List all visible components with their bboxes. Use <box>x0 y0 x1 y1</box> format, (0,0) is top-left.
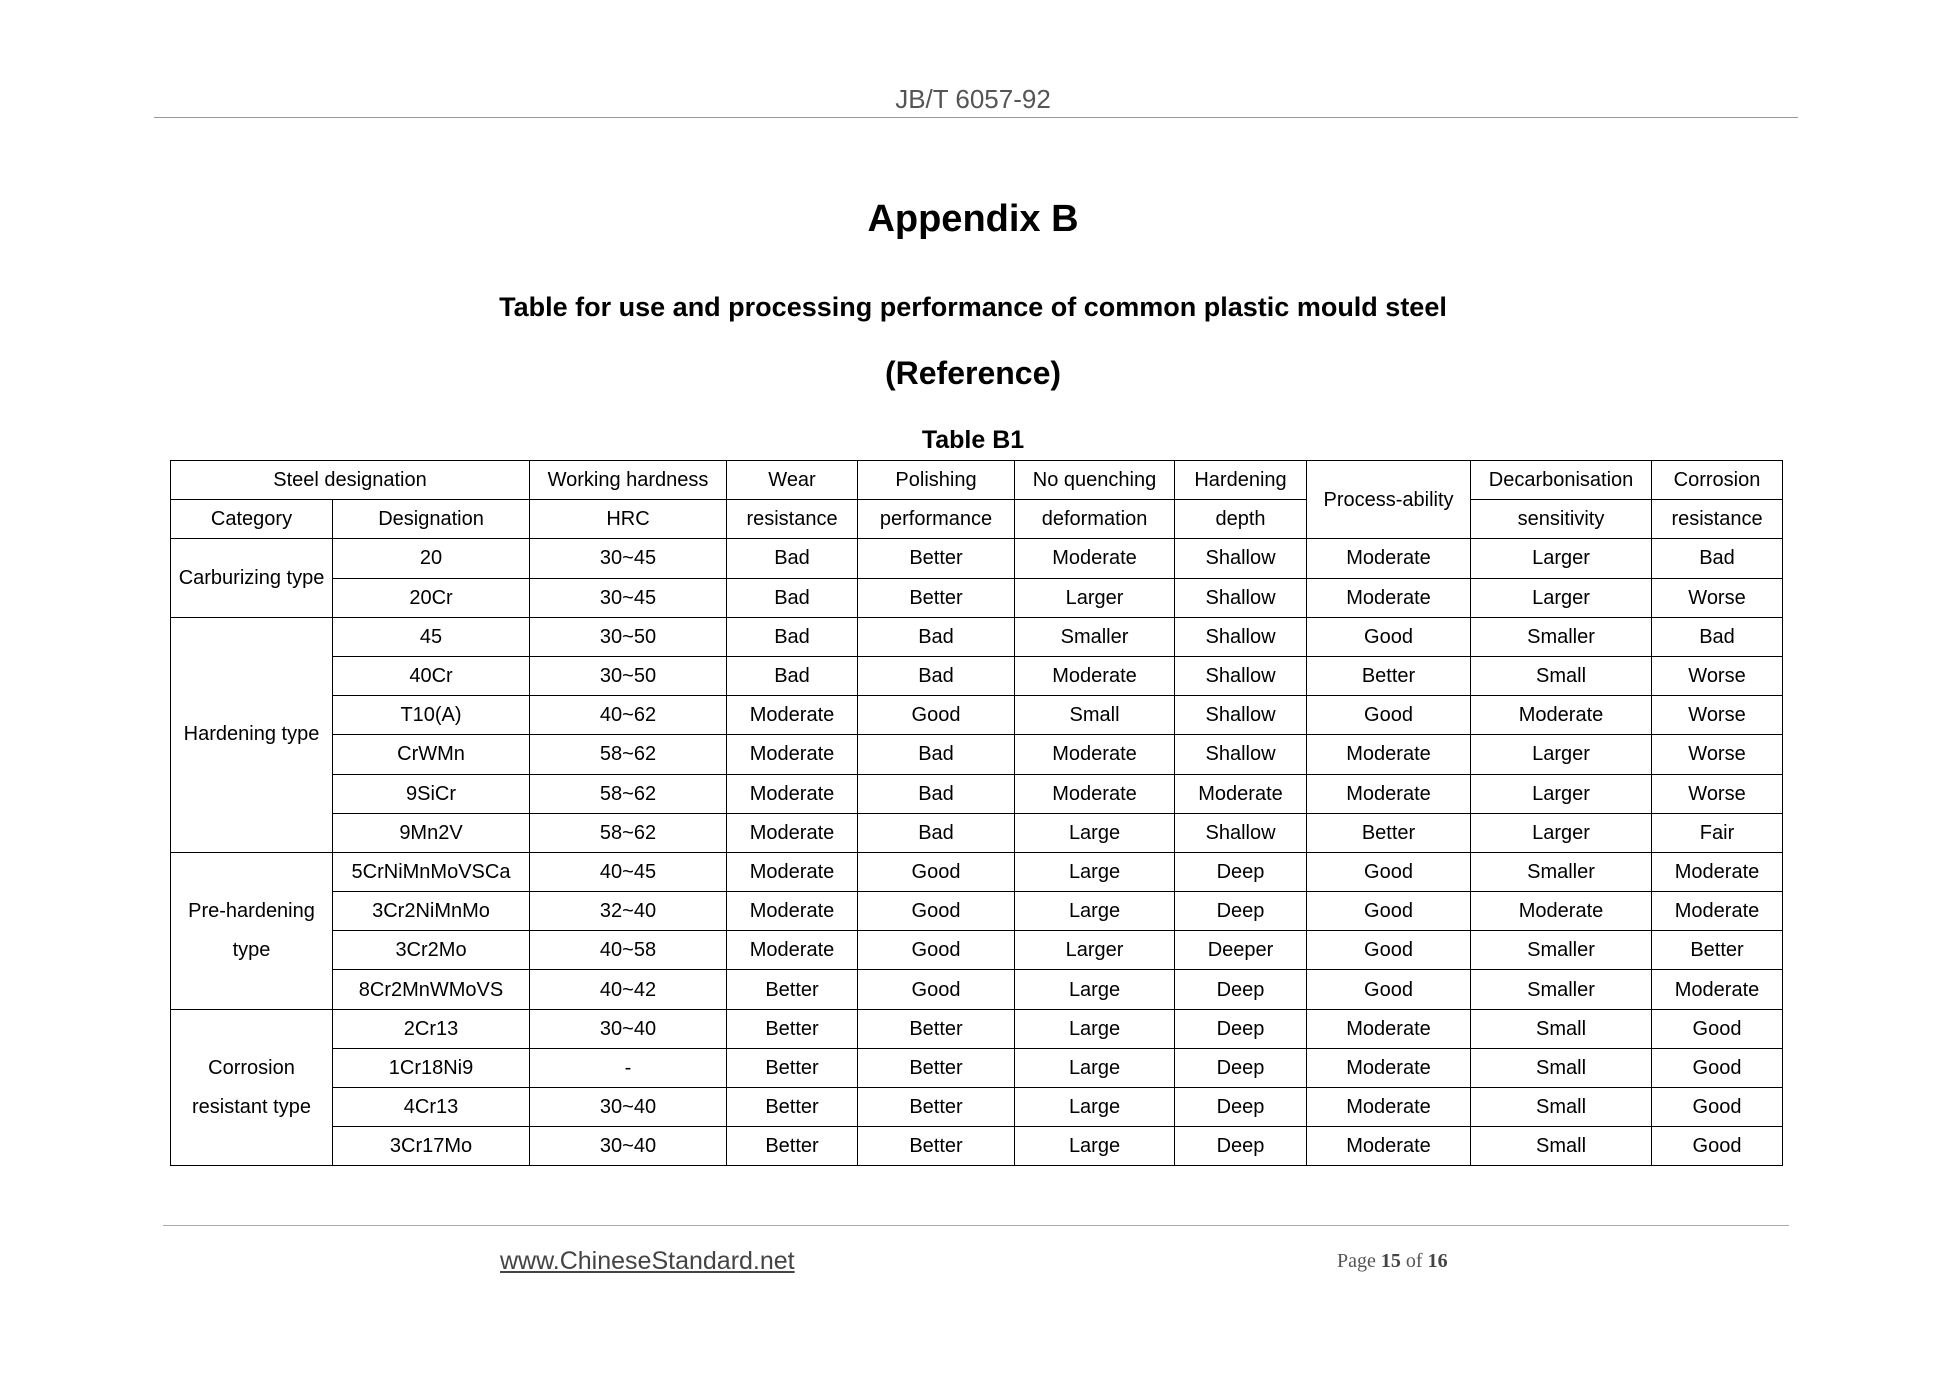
decarbonisation-sensitivity-cell: Small <box>1471 1009 1652 1048</box>
page-current: 15 <box>1380 1250 1401 1272</box>
working-hardness-cell: 40~45 <box>530 852 727 891</box>
working-hardness-cell: 40~42 <box>530 970 727 1009</box>
decarbonisation-sensitivity-cell: Larger <box>1471 813 1652 852</box>
header-corrosion-line2: resistance <box>1652 500 1783 539</box>
polishing-performance-cell: Better <box>858 1009 1015 1048</box>
header-divider <box>154 117 1798 118</box>
processability-cell: Moderate <box>1307 735 1471 774</box>
wear-resistance-cell: Better <box>727 1088 858 1127</box>
table-row <box>171 696 1783 735</box>
header-quenching-line1: No quenching <box>1015 461 1175 500</box>
header-polishing-line2: performance <box>858 500 1015 539</box>
table-body <box>171 539 1783 1166</box>
processability-cell: Good <box>1307 852 1471 891</box>
header-polishing-line1: Polishing <box>858 461 1015 500</box>
table-row <box>171 539 1783 578</box>
table-row <box>171 1009 1783 1048</box>
wear-resistance-cell: Moderate <box>727 892 858 931</box>
designation-cell: CrWMn <box>333 735 530 774</box>
quenching-deformation-cell: Larger <box>1015 931 1175 970</box>
wear-resistance-cell: Bad <box>727 578 858 617</box>
quenching-deformation-cell: Larger <box>1015 578 1175 617</box>
working-hardness-cell: 30~45 <box>530 539 727 578</box>
category-cell: Corrosion resistant type <box>171 1009 333 1166</box>
working-hardness-cell: 58~62 <box>530 774 727 813</box>
designation-cell: 9Mn2V <box>333 813 530 852</box>
decarbonisation-sensitivity-cell: Larger <box>1471 578 1652 617</box>
quenching-deformation-cell: Large <box>1015 1127 1175 1166</box>
processability-cell: Moderate <box>1307 1127 1471 1166</box>
polishing-performance-cell: Better <box>858 1088 1015 1127</box>
polishing-performance-cell: Better <box>858 539 1015 578</box>
wear-resistance-cell: Moderate <box>727 852 858 891</box>
hardening-depth-cell: Shallow <box>1175 656 1307 695</box>
polishing-performance-cell: Bad <box>858 813 1015 852</box>
polishing-performance-cell: Better <box>858 578 1015 617</box>
quenching-deformation-cell: Large <box>1015 813 1175 852</box>
designation-cell: 40Cr <box>333 656 530 695</box>
table-row <box>171 813 1783 852</box>
decarbonisation-sensitivity-cell: Smaller <box>1471 852 1652 891</box>
footer-divider <box>163 1225 1789 1226</box>
processability-cell: Moderate <box>1307 1048 1471 1087</box>
table-row <box>171 970 1783 1009</box>
corrosion-resistance-cell: Good <box>1652 1009 1783 1048</box>
decarbonisation-sensitivity-cell: Small <box>1471 1048 1652 1087</box>
table-row <box>171 852 1783 891</box>
decarbonisation-sensitivity-cell: Larger <box>1471 735 1652 774</box>
page-word: Page <box>1337 1250 1376 1272</box>
table-row <box>171 931 1783 970</box>
table-number: Table B1 <box>921 426 1025 454</box>
hardening-depth-cell: Shallow <box>1175 539 1307 578</box>
header-wear-line2: resistance <box>727 500 858 539</box>
hardening-depth-cell: Shallow <box>1175 578 1307 617</box>
page-number <box>1337 1250 1448 1273</box>
steel-performance-table <box>170 460 1783 1166</box>
decarbonisation-sensitivity-cell: Moderate <box>1471 696 1652 735</box>
hardening-depth-cell: Shallow <box>1175 696 1307 735</box>
processability-cell: Good <box>1307 617 1471 656</box>
table-row <box>171 617 1783 656</box>
header-hardening-depth-line1: Hardening <box>1175 461 1307 500</box>
hardening-depth-cell: Deep <box>1175 1048 1307 1087</box>
processability-cell: Good <box>1307 696 1471 735</box>
decarbonisation-sensitivity-cell: Larger <box>1471 539 1652 578</box>
wear-resistance-cell: Bad <box>727 617 858 656</box>
working-hardness-cell: 30~45 <box>530 578 727 617</box>
decarbonisation-sensitivity-cell: Small <box>1471 1127 1652 1166</box>
header-hardening-depth-line2: depth <box>1175 500 1307 539</box>
corrosion-resistance-cell: Good <box>1652 1048 1783 1087</box>
wear-resistance-cell: Better <box>727 1048 858 1087</box>
working-hardness-cell: 30~50 <box>530 617 727 656</box>
hardening-depth-cell: Moderate <box>1175 774 1307 813</box>
corrosion-resistance-cell: Worse <box>1652 735 1783 774</box>
quenching-deformation-cell: Moderate <box>1015 656 1175 695</box>
designation-cell: 3Cr2NiMnMo <box>333 892 530 931</box>
designation-cell: T10(A) <box>333 696 530 735</box>
hardening-depth-cell: Deep <box>1175 852 1307 891</box>
header-decarbonisation-line2: sensitivity <box>1471 500 1652 539</box>
header-category: Category <box>171 500 333 539</box>
corrosion-resistance-cell: Worse <box>1652 774 1783 813</box>
corrosion-resistance-cell: Moderate <box>1652 892 1783 931</box>
processability-cell: Better <box>1307 656 1471 695</box>
quenching-deformation-cell: Large <box>1015 892 1175 931</box>
hardening-depth-cell: Deep <box>1175 892 1307 931</box>
page-of: of <box>1405 1250 1423 1272</box>
polishing-performance-cell: Good <box>858 970 1015 1009</box>
hardening-depth-cell: Deep <box>1175 1127 1307 1166</box>
header-row <box>171 461 1783 500</box>
page-total: 16 <box>1427 1250 1448 1272</box>
working-hardness-cell: 30~40 <box>530 1088 727 1127</box>
table-caption: Table for use and processing performance of common plastic mould steel <box>499 292 1447 322</box>
polishing-performance-cell: Good <box>858 852 1015 891</box>
wear-resistance-cell: Moderate <box>727 813 858 852</box>
table-row <box>171 774 1783 813</box>
table-row <box>171 1127 1783 1166</box>
wear-resistance-cell: Bad <box>727 539 858 578</box>
designation-cell: 3Cr17Mo <box>333 1127 530 1166</box>
reference-note: (Reference) <box>884 355 1062 391</box>
corrosion-resistance-cell: Moderate <box>1652 970 1783 1009</box>
wear-resistance-cell: Better <box>727 1009 858 1048</box>
corrosion-resistance-cell: Worse <box>1652 656 1783 695</box>
header-corrosion-line1: Corrosion <box>1652 461 1783 500</box>
wear-resistance-cell: Better <box>727 970 858 1009</box>
decarbonisation-sensitivity-cell: Smaller <box>1471 970 1652 1009</box>
polishing-performance-cell: Bad <box>858 735 1015 774</box>
quenching-deformation-cell: Moderate <box>1015 774 1175 813</box>
table-row <box>171 578 1783 617</box>
header-wear-line1: Wear <box>727 461 858 500</box>
decarbonisation-sensitivity-cell: Smaller <box>1471 617 1652 656</box>
designation-cell: 2Cr13 <box>333 1009 530 1048</box>
polishing-performance-cell: Better <box>858 1048 1015 1087</box>
quenching-deformation-cell: Small <box>1015 696 1175 735</box>
quenching-deformation-cell: Large <box>1015 1009 1175 1048</box>
processability-cell: Moderate <box>1307 774 1471 813</box>
polishing-performance-cell: Good <box>858 892 1015 931</box>
designation-cell: 3Cr2Mo <box>333 931 530 970</box>
table-row <box>171 892 1783 931</box>
header-designation: Designation <box>333 500 530 539</box>
header-working-hardness: Working hardness <box>530 461 727 500</box>
wear-resistance-cell: Moderate <box>727 774 858 813</box>
decarbonisation-sensitivity-cell: Small <box>1471 1088 1652 1127</box>
wear-resistance-cell: Bad <box>727 656 858 695</box>
table-row <box>171 735 1783 774</box>
processability-cell: Moderate <box>1307 1009 1471 1048</box>
working-hardness-cell: 30~50 <box>530 656 727 695</box>
appendix-title: Appendix B <box>867 198 1079 240</box>
corrosion-resistance-cell: Better <box>1652 931 1783 970</box>
working-hardness-cell: 58~62 <box>530 735 727 774</box>
corrosion-resistance-cell: Bad <box>1652 617 1783 656</box>
table-row <box>171 1088 1783 1127</box>
working-hardness-cell: 58~62 <box>530 813 727 852</box>
wear-resistance-cell: Moderate <box>727 696 858 735</box>
hardening-depth-cell: Shallow <box>1175 735 1307 774</box>
polishing-performance-cell: Bad <box>858 774 1015 813</box>
processability-cell: Better <box>1307 813 1471 852</box>
corrosion-resistance-cell: Worse <box>1652 696 1783 735</box>
corrosion-resistance-cell: Bad <box>1652 539 1783 578</box>
working-hardness-cell: 40~58 <box>530 931 727 970</box>
quenching-deformation-cell: Large <box>1015 970 1175 1009</box>
decarbonisation-sensitivity-cell: Smaller <box>1471 931 1652 970</box>
processability-cell: Moderate <box>1307 539 1471 578</box>
header-hrc: HRC <box>530 500 727 539</box>
working-hardness-cell: - <box>530 1048 727 1087</box>
processability-cell: Moderate <box>1307 578 1471 617</box>
quenching-deformation-cell: Large <box>1015 1048 1175 1087</box>
website-link[interactable]: www.ChineseStandard.net <box>500 1247 795 1275</box>
quenching-deformation-cell: Smaller <box>1015 617 1175 656</box>
designation-cell: 1Cr18Ni9 <box>333 1048 530 1087</box>
corrosion-resistance-cell: Worse <box>1652 578 1783 617</box>
table-row <box>171 656 1783 695</box>
category-cell: Carburizing type <box>171 539 333 617</box>
header-processability: Process-ability <box>1307 461 1471 539</box>
quenching-deformation-cell: Moderate <box>1015 539 1175 578</box>
corrosion-resistance-cell: Good <box>1652 1127 1783 1166</box>
quenching-deformation-cell: Large <box>1015 852 1175 891</box>
working-hardness-cell: 30~40 <box>530 1127 727 1166</box>
header-quenching-line2: deformation <box>1015 500 1175 539</box>
corrosion-resistance-cell: Moderate <box>1652 852 1783 891</box>
polishing-performance-cell: Good <box>858 931 1015 970</box>
table-row <box>171 1048 1783 1087</box>
category-cell: Pre-hardening type <box>171 852 333 1009</box>
wear-resistance-cell: Moderate <box>727 735 858 774</box>
processability-cell: Good <box>1307 970 1471 1009</box>
working-hardness-cell: 40~62 <box>530 696 727 735</box>
processability-cell: Good <box>1307 892 1471 931</box>
polishing-performance-cell: Bad <box>858 656 1015 695</box>
processability-cell: Good <box>1307 931 1471 970</box>
processability-cell: Moderate <box>1307 1088 1471 1127</box>
document-code: JB/T 6057-92 <box>895 84 1051 114</box>
polishing-performance-cell: Bad <box>858 617 1015 656</box>
category-cell: Hardening type <box>171 617 333 852</box>
polishing-performance-cell: Better <box>858 1127 1015 1166</box>
decarbonisation-sensitivity-cell: Small <box>1471 656 1652 695</box>
quenching-deformation-cell: Large <box>1015 1088 1175 1127</box>
corrosion-resistance-cell: Fair <box>1652 813 1783 852</box>
header-row <box>171 500 1783 539</box>
quenching-deformation-cell: Moderate <box>1015 735 1175 774</box>
designation-cell: 45 <box>333 617 530 656</box>
working-hardness-cell: 30~40 <box>530 1009 727 1048</box>
hardening-depth-cell: Deep <box>1175 1088 1307 1127</box>
wear-resistance-cell: Moderate <box>727 931 858 970</box>
table-header <box>171 461 1783 539</box>
hardening-depth-cell: Shallow <box>1175 617 1307 656</box>
decarbonisation-sensitivity-cell: Moderate <box>1471 892 1652 931</box>
designation-cell: 4Cr13 <box>333 1088 530 1127</box>
header-steel-designation: Steel designation <box>171 461 530 500</box>
hardening-depth-cell: Shallow <box>1175 813 1307 852</box>
designation-cell: 8Cr2MnWMoVS <box>333 970 530 1009</box>
decarbonisation-sensitivity-cell: Larger <box>1471 774 1652 813</box>
designation-cell: 20Cr <box>333 578 530 617</box>
designation-cell: 9SiCr <box>333 774 530 813</box>
header-decarbonisation-line1: Decarbonisation <box>1471 461 1652 500</box>
polishing-performance-cell: Good <box>858 696 1015 735</box>
working-hardness-cell: 32~40 <box>530 892 727 931</box>
designation-cell: 20 <box>333 539 530 578</box>
designation-cell: 5CrNiMnMoVSCa <box>333 852 530 891</box>
hardening-depth-cell: Deep <box>1175 970 1307 1009</box>
wear-resistance-cell: Better <box>727 1127 858 1166</box>
hardening-depth-cell: Deeper <box>1175 931 1307 970</box>
hardening-depth-cell: Deep <box>1175 1009 1307 1048</box>
corrosion-resistance-cell: Good <box>1652 1088 1783 1127</box>
